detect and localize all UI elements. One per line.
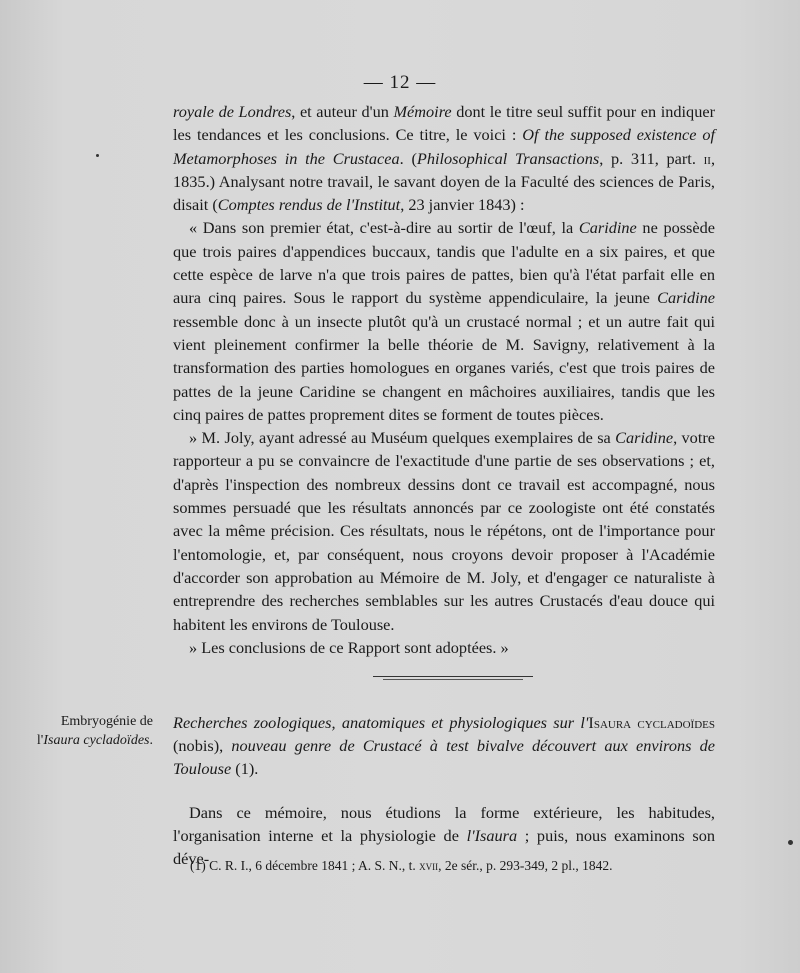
- text-run: .: [149, 733, 153, 748]
- section-heading-block: [173, 711, 715, 870]
- text-run: ; puis, nous examinons son déve-: [173, 826, 715, 868]
- species-name: Caridine: [615, 428, 674, 448]
- emphasis-text: royale de Londres: [173, 102, 292, 121]
- species-name: Caridine: [578, 218, 637, 238]
- text-run: (1) C. R. I., 6 décembre 1841 ; A. S. N., t.: [190, 858, 420, 873]
- paragraph-2: [173, 216, 715, 426]
- ink-speck: [96, 154, 99, 157]
- text-run: , votre rapporteur a pu se convaincre de l'exactitude d'une partie de ses observations ; et, d'après l'inspection des nombreux dessins dont ce travail est accompagné, nous sommes persuadé que les résultats annoncés par ce zoologiste ont été constatés avec la même précision. Ces résultats, nous le répétons, ont de l'importance pour l'entomologie, et, par conséquent, nous croyons devoir proposer à l'Académie d'accorder son approbation au Mémoire de M. Joly, et d'engager ce naturaliste à entreprendre des recherches semblables sur les autres Crustacés d'eau douce qui habitent les environs de Toulouse.: [173, 428, 715, 634]
- emphasis-text: nouveau genre de Crustacé à test bivalve découvert aux environs de Toulouse: [173, 736, 716, 778]
- separator-rule: [373, 676, 533, 677]
- species-name: Caridine: [657, 288, 715, 308]
- text-run: « Dans son premier état, c'est-à-dire au sortir de l'œuf, la: [189, 218, 579, 238]
- text-run: , 23 janvier 1843) :: [400, 195, 525, 215]
- text-run: . (: [399, 148, 417, 168]
- species-name: Isaura cycladoïdes: [43, 733, 150, 748]
- footnote: [190, 857, 730, 875]
- emphasis-text: l': [580, 713, 589, 732]
- text-run: , p. 311, part.: [599, 148, 704, 168]
- paragraph-3: [173, 426, 715, 636]
- ink-speck: [788, 840, 793, 845]
- paragraph-4: » Les conclusions de ce Rapport sont adoptées. »: [189, 637, 509, 657]
- text-run: Dans ce mémoire, nous étudions la forme extérieure, les habitudes, l'organisation interne et la physiologie de: [173, 803, 715, 845]
- text-run: (nobis),: [173, 736, 232, 755]
- journal-title: Philosophical Transactions: [416, 148, 600, 168]
- emphasis-text: Recherches zoologiques, anatomiques et physiologiques sur: [173, 713, 581, 732]
- text-run: , 1835.) Analysant notre travail, le savant doyen de la Faculté des sciences de Paris, disait (: [173, 148, 716, 215]
- paragraph-1: [173, 100, 715, 216]
- small-caps-text: Isaura cycladoïdes: [588, 713, 715, 732]
- text-run: Embryogénie de l': [36, 714, 153, 748]
- margin-note: [28, 712, 153, 750]
- text-run: ne possède que trois paires d'appendices buccaux, tandis que l'adulte en a six paires, et que cette espèce de larve n'a que trois paires de pattes, bien qu'à l'état parfait elle en aura cinq paires. Sous le rapport du système appendiculaire, la jeune: [173, 218, 715, 308]
- separator-rule: [383, 679, 523, 680]
- text-run: (1).: [231, 759, 259, 778]
- work-title: Of the supposed existence of Metamorphoses in the Crustacea: [173, 125, 716, 168]
- small-caps-text: ii: [703, 148, 711, 168]
- page-number: — 12 —: [363, 72, 437, 93]
- text-run: » M. Joly, ayant adressé au Muséum quelques exemplaires de sa: [189, 428, 616, 448]
- emphasis-text: Mémoire: [393, 102, 452, 121]
- species-name: l'Isaura: [466, 826, 518, 845]
- small-caps-text: xvii: [419, 858, 439, 873]
- text-run: dont le titre seul suffit pour en indiquer les tendances et les conclusions. Ce titre, le voici :: [173, 102, 715, 145]
- section-title: [173, 711, 715, 780]
- text-run: , 2e sér., p. 293-349, 2 pl., 1842.: [438, 858, 613, 873]
- main-text-block: [173, 100, 715, 659]
- text-run: ressemble donc à un insecte plutôt qu'à un crustacé normal ; et un autre fait qui vient pleinement confirmer la belle théorie de M. Savigny, relativement à la transformation des parties homologues en organes variés, c'est que trois paires de pattes de la jeune Caridine se changent en mâchoires auxiliaires, tandis que les cinq paires de pattes proprement dites se forment de toutes pièces.: [173, 311, 715, 424]
- journal-title: Comptes rendus de l'Institut: [217, 195, 401, 215]
- text-run: , et auteur d'un: [291, 102, 394, 121]
